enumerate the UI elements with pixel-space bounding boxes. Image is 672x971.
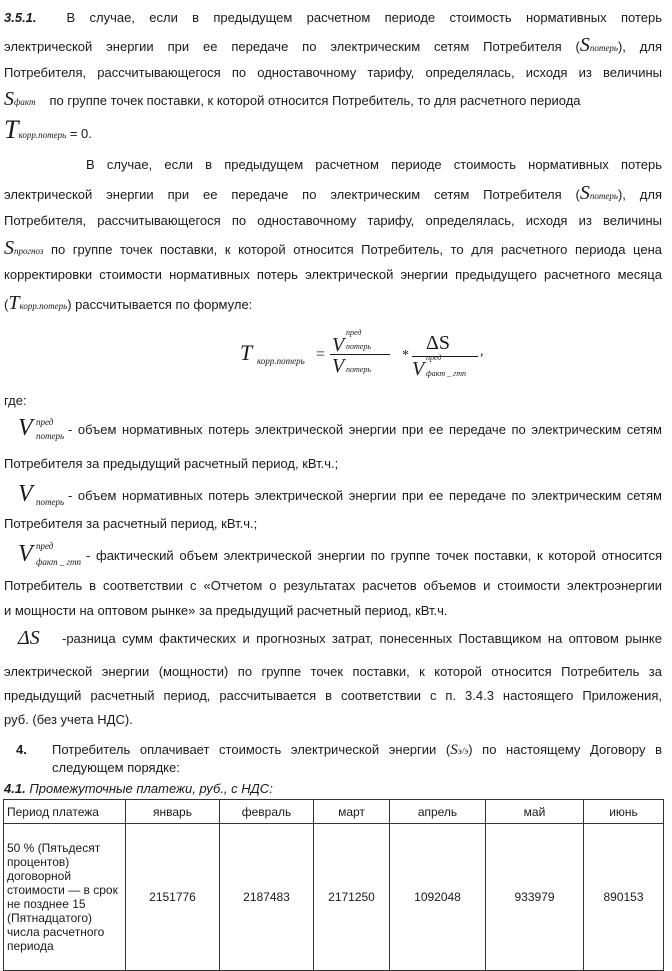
column-header: Период платежа <box>4 800 126 824</box>
paragraph-2-line-1: В случае, если в предыдущем расчетном периоде стоимость нормативных потерь <box>86 157 662 172</box>
section-number-4: 4. <box>16 742 27 757</box>
text: - фактический объем электрической энергии по группе точек поставки, к которой относится <box>86 548 662 563</box>
table-cell: 2171250 <box>314 824 390 971</box>
symbol-v: V <box>332 355 345 377</box>
section-4-1-title <box>4 781 662 797</box>
text: электрической энергии при ее передаче по электрическим сетям Потребителя ( <box>4 187 580 202</box>
fraction-v-denominator <box>330 355 390 379</box>
symbol-subscript: корр.потерь <box>19 301 68 311</box>
symbol-superscript: пред <box>36 541 54 551</box>
formula-t-subscript: корр.потерь <box>257 356 305 366</box>
text: В случае, если в предыдущем расчетном периоде стоимость нормативных потерь <box>66 10 662 25</box>
fraction-ds <box>412 330 478 383</box>
symbol-subscript: факт <box>14 97 36 107</box>
definition-4-line-2: электрической энергии (мощности) по группе точек поставки, к которой относится Потребитель за <box>4 664 662 679</box>
symbol-superscript: пред <box>36 417 54 427</box>
text: = 0. <box>69 126 92 141</box>
symbol-s: S <box>450 742 458 758</box>
symbol-s: S <box>579 34 590 56</box>
definition-2-line-1 <box>4 482 662 508</box>
fraction-v-numerator <box>330 330 390 355</box>
text: ), для <box>617 39 663 54</box>
paragraph-3-5-1-line-4 <box>4 88 662 110</box>
symbol-s: S <box>579 182 590 204</box>
section-4-text <box>52 742 662 759</box>
text: Промежуточные платежи, руб., с НДС: <box>29 781 273 796</box>
row-label: 50 % (Пятьдесят процентов) договорной стоимости — в срок не позднее 15 (Пятнадцатого) числа расчетного периода <box>4 824 126 971</box>
column-header: январь <box>126 800 220 824</box>
paragraph-2-line-5: корректировки стоимости нормативных потерь электрической энергии предыдущего расчетного месяца <box>4 267 662 282</box>
definition-1-line-1 <box>4 416 662 442</box>
table-header-row <box>4 800 664 824</box>
paragraph-2-line-2 <box>4 182 663 204</box>
symbol-subscript: факт _ гтп <box>36 557 81 567</box>
symbol-subscript: э/э <box>457 746 469 756</box>
symbol-subscript: потерь <box>346 365 371 374</box>
column-header: июнь <box>584 800 664 824</box>
symbol-subscript: потерь <box>589 191 618 201</box>
symbol-v: V <box>18 481 33 507</box>
text: по группе точек поставки, к которой относится Потребитель, то для расчетного периода цена <box>50 242 662 257</box>
symbol-superscript: пред <box>426 353 442 362</box>
symbol-delta-s: ΔS <box>18 627 40 649</box>
symbol-subscript: корр.потерь <box>18 130 67 140</box>
symbol-subscript: потерь <box>36 431 65 441</box>
symbol-v: V <box>18 415 33 441</box>
section-number-4-1: 4.1. <box>4 781 26 796</box>
section-4-line-1 <box>4 740 662 760</box>
formula-comma: , <box>480 344 484 359</box>
definition-4-line-4: руб. (без учета НДС). <box>4 712 133 727</box>
fraction-ds-denominator <box>412 353 478 383</box>
table-cell: 890153 <box>584 824 664 971</box>
payments-table <box>3 799 664 971</box>
formula-equals: = <box>316 346 326 363</box>
formula-multiply: * <box>402 348 409 363</box>
table-cell: 1092048 <box>390 824 486 971</box>
section-4-line-2: следующем порядке: <box>52 760 180 775</box>
column-header: апрель <box>390 800 486 824</box>
text: по группе точек поставки, к которой относится Потребитель, то для расчетного периода <box>49 93 581 108</box>
symbol-s: S <box>4 237 14 259</box>
formula <box>240 330 500 386</box>
paragraph-2-line-4 <box>4 237 662 259</box>
definition-3-line-3: и мощности на оптовом рынке» за предыдущий расчетный период, кВт.ч. <box>4 603 448 618</box>
symbol-superscript: пред <box>346 328 362 337</box>
symbol-delta-s: ΔS <box>426 332 450 354</box>
paragraph-3-5-1-line-3: Потребителя, рассчитывающегося по одноставочному тарифу, определялась, исходя из величины <box>4 65 662 80</box>
text: Потребитель оплачивает стоимость электрической энергии ( <box>52 742 451 757</box>
symbol-v: V <box>18 541 33 567</box>
text: ( <box>4 297 9 312</box>
text: - объем нормативных потерь электрической энергии при ее передаче по электрическим сетям <box>68 422 662 437</box>
formula-t: T <box>240 340 253 365</box>
fraction-ds-numerator <box>412 330 478 357</box>
text: ) рассчитывается по формуле: <box>67 297 253 312</box>
text: электрической энергии при ее передаче по электрическим сетям Потребителя ( <box>4 39 580 54</box>
text: ) по настоящему Договору в <box>468 742 662 757</box>
paragraph-3-5-1-line-5 <box>4 115 662 144</box>
column-header: май <box>486 800 584 824</box>
definition-1-line-2: Потребителя за предыдущий расчетный период, кВт.ч.; <box>4 456 339 471</box>
symbol-subscript: прогноз <box>14 246 44 256</box>
section-number-3-5-1: 3.5.1. <box>4 10 37 25</box>
symbol-s: S <box>4 88 14 110</box>
table-row <box>4 824 664 971</box>
symbol-subscript: потерь <box>36 497 65 507</box>
symbol-subscript: потерь <box>589 43 618 53</box>
definition-4-line-1 <box>4 628 662 650</box>
paragraph-2-line-3: Потребителя, рассчитывающегося по одноставочному тарифу, определялась, исходя из величины <box>4 213 662 228</box>
table-cell: 2187483 <box>220 824 314 971</box>
symbol-v: V <box>332 334 345 356</box>
text: - объем нормативных потерь электрической энергии при ее передаче по электрическим сетям <box>68 488 662 503</box>
column-header: март <box>314 800 390 824</box>
definition-4-line-3: предыдущий расчетный период, рассчитывается в соответствии с п. 3.4.3 настоящего Приложения, <box>4 688 662 703</box>
symbol-t: T <box>4 115 19 144</box>
column-header: февраль <box>220 800 314 824</box>
definition-2-line-2: Потребителя за расчетный период, кВт.ч.; <box>4 516 258 531</box>
text: ), для <box>617 187 663 202</box>
paragraph-3-5-1-line-1 <box>4 10 662 26</box>
where-label: где: <box>4 393 27 408</box>
definition-3-line-2: Потребитель в соответствии с «Отчетом о результатах расчетов объемов и стоимости электроэнергии <box>4 578 662 593</box>
text: -разница сумм фактических и прогнозных затрат, понесенных Поставщиком на оптовом рынке <box>62 631 662 646</box>
fraction-v <box>330 330 390 379</box>
paragraph-3-5-1-line-2 <box>4 34 663 56</box>
table-cell: 2151776 <box>126 824 220 971</box>
symbol-subscript: факт _ гтп <box>426 369 466 378</box>
symbol-t: T <box>8 292 20 314</box>
paragraph-2-line-6 <box>4 292 662 314</box>
table-cell: 933979 <box>486 824 584 971</box>
symbol-subscript: потерь <box>346 342 371 351</box>
definition-3-line-1 <box>4 540 662 570</box>
symbol-v: V <box>412 358 425 380</box>
